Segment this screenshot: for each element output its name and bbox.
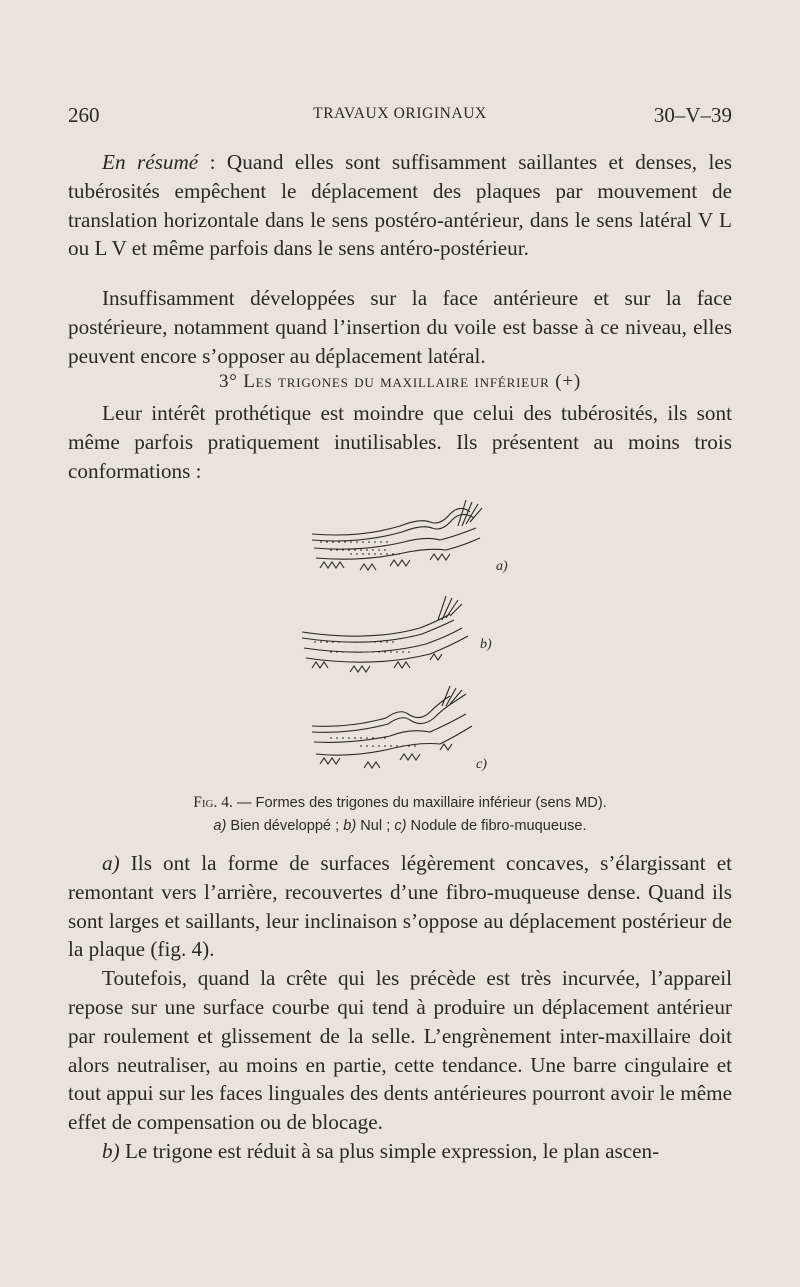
item-b-text: Le trigone est réduit à sa plus simple expression, le plan ascen- (119, 1138, 660, 1163)
drawing-b (302, 596, 468, 672)
summary-lead: En résumé (102, 150, 199, 174)
label-b: b) (480, 637, 492, 652)
caption-title: — Formes des trigones du maxillaire inférieur (sens MD). (232, 795, 607, 811)
summary-text: : Quand elles sont suffisamment saillantes et denses, les tubérosités empêchent le déplacement des plaques par mouvement de translation horizontale dans le sens postéro-antérieur, dans le sens latéral V L ou L V et même parfois dans le sens antéro-postérieur. (68, 150, 733, 261)
figure-4-illustration (290, 492, 530, 780)
figure-caption-line-1 (68, 794, 732, 812)
label-a: a) (496, 559, 508, 574)
paragraphs-conformations (68, 849, 732, 1166)
caption-fig-label: Fig. 4. (193, 794, 233, 811)
header-date: 30–V–39 (653, 103, 732, 127)
page-number: 260 (68, 103, 100, 127)
section-title: Les trigones du maxillaire inférieur (243, 371, 550, 392)
drawing-c (312, 686, 472, 768)
toutefois-text: Toutefois, quand la crête qui les précède est très incurvée, l’appareil repose sur une surface courbe qui tend à produire un déplacement antérieur par roulement et glissement de la selle. L’engrènement inter-maxillaire doit alors neutraliser, au moins en partie, cette tendance. Une barre cingulaire et tout appui sur les faces linguales des dents antérieures pourront avoir le même effet de compensation ou de blocage. (68, 966, 732, 1135)
section-heading (68, 371, 732, 393)
section-mark: (+) (555, 371, 581, 392)
item-a-label: a) (102, 851, 120, 875)
item-b-label: b) (102, 1138, 120, 1163)
section-number: 3° (218, 371, 238, 392)
item-a-text: Ils ont la forme de surfaces légèrement concaves, s’élargissant et remontant vers l’arrière, recouvertes d’une fibro-muqueuse dense. Quand ils sont larges et saillants, leur inclinaison s’oppose au déplacement postérieur de la plaque (fig. 4). (68, 851, 732, 962)
interest-text: Leur intérêt prothétique est moindre que celui des tubérosités, ils sont même parfois pratiquement inutilisables. Ils présentent au moins trois conformations : (68, 401, 732, 483)
drawing-a (312, 500, 482, 570)
caption-c-text: Nodule de fibro-muqueuse. (406, 818, 587, 834)
paragraph-interest (68, 399, 732, 485)
running-title: TRAVAUX ORIGINAUX (313, 105, 487, 122)
running-header (68, 103, 732, 133)
caption-a-label: a) (213, 818, 227, 834)
caption-a-text: Bien développé ; (226, 818, 344, 834)
figure-caption-line-2 (68, 818, 732, 834)
label-c: c) (476, 757, 487, 772)
insufficient-text: Insuffisamment développées sur la face antérieure et sur la face postérieure, notamment quand l’insertion du voile est basse à ce niveau, elles peuvent encore s’opposer au déplacement latéral. (68, 286, 732, 368)
caption-b-label: b) (343, 818, 357, 834)
trigone-drawings (290, 492, 530, 780)
paragraph-summary (68, 148, 732, 263)
caption-b-text: Nul ; (356, 818, 395, 834)
caption-c-label: c) (394, 818, 407, 834)
paragraph-insufficient (68, 284, 732, 370)
